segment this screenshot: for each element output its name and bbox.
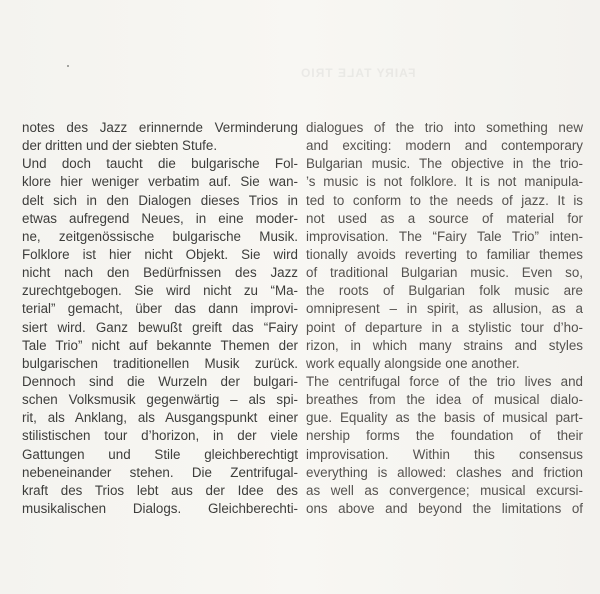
text-line: The centrifugal force of the trio lives and — [306, 373, 583, 389]
text-line: kraft des Trios lebt aus der Idee des — [22, 482, 298, 498]
text-line: Und doch taucht die bulgarische Fol- — [22, 156, 298, 172]
text-line: improvisation. Within this consensus — [306, 446, 583, 462]
text-line: and exciting: modern and contemporary — [306, 138, 583, 154]
text-line: Bulgarian music. The objective in the trio- — [306, 156, 583, 172]
text-line: etwas aufregend Neues, in eine moder- — [22, 210, 298, 226]
text-line: not used as a source of material for — [306, 210, 583, 226]
text-line: ne, zeitgenössische bulgarische Musik. — [22, 228, 298, 244]
german-text-column — [22, 119, 298, 518]
text-line: work equally alongside one another. — [306, 355, 520, 371]
text-line: rizon, in which many strains and styles — [306, 337, 583, 353]
text-line: nicht nach den Bedürfnissen des Jazz — [22, 265, 298, 281]
text-line: terial” gemacht, über das dann improvi- — [22, 301, 298, 317]
show-through-heading: FAIRY TALE TRIO — [300, 66, 416, 80]
text-line: bulgarischen traditionellen Musik zurück. — [22, 355, 298, 371]
text-line: nership forms the foundation of their — [306, 428, 583, 444]
text-line: Dennoch sind die Wurzeln der bulgari- — [22, 373, 298, 389]
text-line: zurechtgebogen. Sie wird nicht zu “Ma- — [22, 283, 298, 299]
text-line: the roots of Bulgarian folk music are — [306, 283, 583, 299]
text-line: ’s music is not folklore. It is not manipula- — [306, 174, 583, 190]
text-line: improvisation. The “Fairy Tale Trio” inten- — [306, 228, 583, 244]
text-line: gue. Equality as the basis of musical part- — [306, 410, 583, 426]
text-line: ons above and beyond the limitations of — [306, 500, 583, 516]
text-line: Tale Trio” nicht auf bekannte Themen der — [22, 337, 298, 353]
text-line: delt sich in den Dialogen dieses Trios in — [22, 192, 298, 208]
english-text-column — [306, 119, 583, 518]
text-line: breathes from the idea of musical dialo- — [306, 392, 583, 408]
text-line: schen Volksmusik gegenwärtig – als spi- — [22, 392, 298, 408]
text-line: everything is allowed: clashes and friction — [306, 464, 583, 480]
text-line: as well as convergence; musical excursi- — [306, 482, 583, 498]
text-line: rit, als Anklang, als Ausgangspunkt einer — [22, 410, 298, 426]
text-line: dialogues of the trio into something new — [306, 120, 583, 135]
text-line: Folklore ist hier nicht Objekt. Sie wird — [22, 246, 298, 262]
print-speck — [67, 65, 69, 67]
text-line: der dritten und der siebten Stufe. — [22, 138, 218, 154]
text-line: of traditional Bulgarian music. Even so, — [306, 265, 583, 281]
text-line: omnipresent – in spirit, as allusion, as a — [306, 301, 583, 317]
text-line: tionally avoids reverting to familiar themes — [306, 246, 583, 262]
text-line: musikalischen Dialogs. Gleichberechti- — [22, 500, 298, 516]
text-line: siert wird. Ganz bewußt greift das “Fairy — [22, 319, 298, 335]
text-line: ted to conform to the needs of jazz. It is — [306, 192, 583, 208]
text-line: stilistischen tour d’horizon, in der viele — [22, 428, 298, 444]
text-line: Gattungen und Stile gleichberechtigt — [22, 446, 298, 462]
text-line: klore hier weniger verbatim auf. Sie wan- — [22, 174, 298, 190]
text-line: nebeneinander stehen. Die Zentrifugal- — [22, 464, 298, 480]
text-line: notes des Jazz erinnernde Verminderung — [22, 120, 298, 135]
text-line: point of departure in a stylistic tour d’ho- — [306, 319, 583, 335]
